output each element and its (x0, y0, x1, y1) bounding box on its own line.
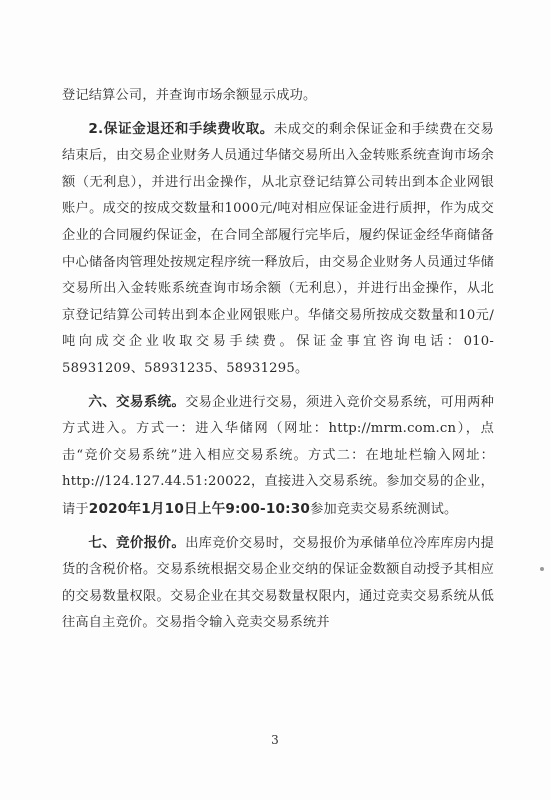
paragraph-continuation (62, 83, 494, 110)
paragraph-text: 出库竞价交易时，交易报价为承储单位冷库库房内提货的含税价格。交易系统根据交易企业交纳的保证金数额自动授予其相应的交易数量权限。交易企业在其交易数量权限内，通过竞卖交易系统从低往高自主竞价。交易指令输入竞卖交易系统并 (62, 535, 494, 631)
document-body (62, 83, 494, 637)
paragraph-text: 参加竞卖交易系统测试。 (310, 501, 458, 517)
paragraph-bidding-quote (62, 530, 494, 637)
paragraph-heading: 2.保证金退还和手续费收取。 (88, 120, 274, 137)
paragraph-heading: 七、竞价报价。 (88, 534, 186, 551)
paragraph-trading-system (62, 389, 494, 524)
paragraph-text: 登记结算公司，并查询市场余额显示成功。 (62, 88, 317, 103)
paragraph-text: 未成交的剩余保证金和手续费在交易结束后，由交易企业财务人员通过华储交易所出入金转账系统查询市场余额（无利息），并进行出金操作，从北京登记结算公司转出到本企业网银账户。成交的按成交数量和1000元/吨对相应保证金进行质押，作为成交企业的合同履约保证金，在合同全部履行完毕后，履约保证金经华商储备中心储备肉管理处按规定程序统一释放后，由交易企业财务人员通过华储交易所出入金转账系统查询市场余额（无利息），并进行出金操作，从北京登记结算公司转出到本企业网银账户。华储交易所按成交数量和10元/吨向成交企业收取交易手续费。保证金事宜咨询电话：010-58931209、58931235、58931295。 (62, 121, 495, 376)
paragraph-text: 交易企业进行交易，须进入竞价交易系统，可用两种方式进入。方式一：进入华储网（网址：http://mrm.com.cn），点击“竞价交易系统”进入相应交易系统。方式二：在地址栏输入网址：http://124.127.44.51:20022，直接进入交易系统。参加交易的企业，请于 (62, 394, 494, 517)
paragraph-deposit-refund (62, 116, 494, 383)
page-number: 3 (271, 733, 279, 747)
paragraph-heading: 六、交易系统。 (88, 393, 186, 410)
test-datetime: 2020年1月10日上午9:00-10:30 (88, 500, 311, 517)
scan-speck (540, 567, 544, 571)
